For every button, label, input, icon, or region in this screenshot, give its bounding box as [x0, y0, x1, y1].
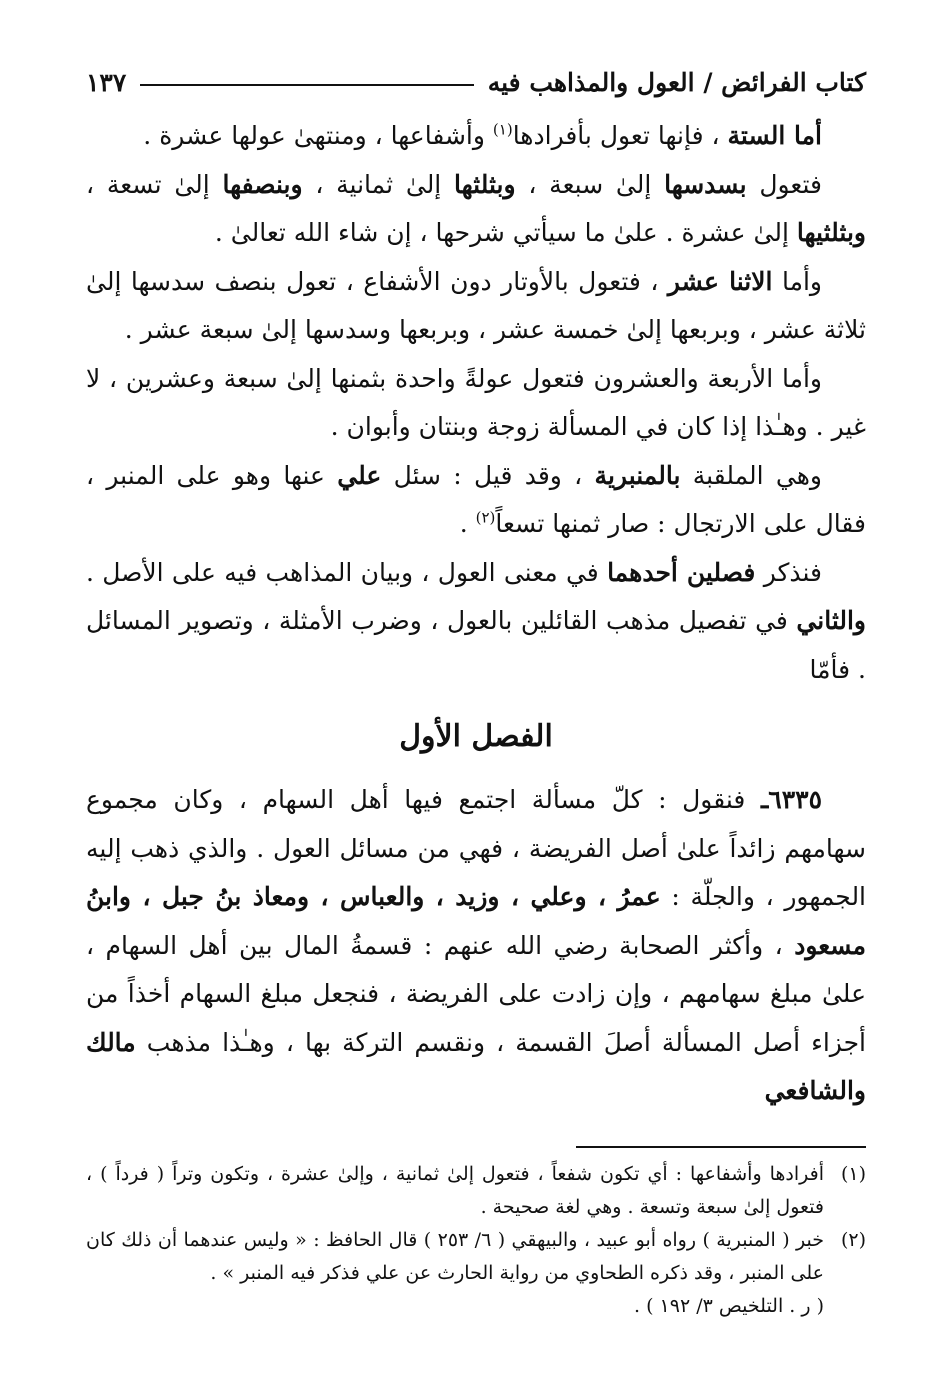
bold-term: وبنصفها	[222, 169, 303, 199]
paragraph-1	[86, 112, 866, 161]
header-title: كتاب الفرائض / العول والمذاهب فيه	[487, 67, 866, 97]
text-run: وأما	[772, 266, 822, 296]
text-run: في معنى العول ، وبيان المذاهب فيه على الأصل .	[86, 557, 608, 587]
bold-term: الاثنا عشر	[667, 266, 773, 296]
text-run: ، وقد قيل : سئل	[381, 460, 595, 490]
text-run: وهي الملقبة	[680, 460, 823, 490]
text-run: .	[459, 509, 476, 538]
text-run: إلىٰ تسعة ،	[86, 169, 223, 199]
footnote-text: أفرادها وأشفاعها : أي تكون شفعاً ، فتعول إلىٰ ثمانية ، وإلىٰ عشرة ، وتكون وتراً ( فرداً ) ، فتعول إلىٰ سبعة وتسعة . وهي لغة صحيحة .	[86, 1162, 824, 1218]
footnote-text-main: خبر ( المنبرية ) رواه أبو عبيد ، والبيهقي ( ٦/ ٢٥٣ ) قال الحافظ : « وليس عندهما أن ذلك كان على المنبر ، وقد ذكره الطحاوي من رواية الحارث عن علي فذكر فيه المنبر » .	[86, 1228, 824, 1284]
paragraph-number: ٦٣٣٥ـ	[760, 785, 822, 814]
bold-term: أما الستة	[727, 121, 822, 150]
paragraph-2	[86, 161, 866, 258]
running-header	[86, 62, 866, 102]
text-run: وأما الأربعة والعشرون فتعول عولةً واحدة بثمنها إلىٰ سبعة وعشرين ، لا غير . وهـٰذا إذا كان في المسألة زوجة وبنتان وأبوان .	[86, 363, 866, 441]
footnote-number: (٢)	[840, 1228, 866, 1251]
paragraph-5	[86, 452, 866, 549]
text-run: فنقول : كلّ مسألة اجتمع فيها أهل السهام ، وكان مجموع سهامهم زائداً علىٰ أصل الفريضة ، فهي من مسائل العول . والذي ذهب إليه الجمهور ، والجلّة :	[86, 785, 867, 911]
bold-term: وبثلثها	[454, 169, 516, 199]
paragraph-3	[86, 258, 866, 355]
bold-term: عمرُ ، وعلي ، وزيد ، والعباس ، ومعاذ بنُ جبل ، وابنُ مسعود	[86, 882, 866, 960]
header-rule	[140, 84, 473, 86]
text-run: عنها وهو على المنبر ، فقال على الارتجال : صار ثمنها تسعاً	[86, 460, 866, 538]
bold-term: علي	[337, 460, 382, 490]
text-run: وأشفاعها ، ومنتهىٰ عولها عشرة .	[143, 121, 493, 150]
text-run: ، فتعول بالأوتار دون الأشفاع ، تعول بنصف سدسها إلىٰ ثلاثة عشر ، وبربعها إلىٰ خمسة عشر ، وبربعها وسدسها إلىٰ سبعة عشر .	[86, 266, 866, 344]
footnote-ref-1[interactable]: (١)	[492, 120, 513, 139]
bold-term: والثاني	[796, 606, 866, 635]
bold-term: بالمنبرية	[594, 460, 681, 490]
footnote-text	[86, 1224, 824, 1323]
footnote-1	[86, 1158, 866, 1224]
footnote-ref-2[interactable]: (٢)	[475, 508, 496, 527]
text-run: إلىٰ ثمانية ،	[302, 169, 455, 199]
paragraph-6	[86, 549, 866, 695]
bold-term: بسدسها	[664, 169, 747, 199]
footnotes	[86, 1158, 866, 1323]
bold-term: مالك والشافعي	[86, 1027, 866, 1105]
footnote-2	[86, 1224, 866, 1323]
text-run: ، فإنها تعول بأفرادها	[512, 121, 728, 150]
footnote-number: (١)	[840, 1162, 866, 1185]
main-text	[86, 112, 866, 1116]
bold-term: وبثلثيها	[796, 218, 866, 247]
paragraph-4	[86, 355, 866, 452]
text-run: فنذكر	[755, 557, 823, 587]
footnote-separator	[576, 1146, 866, 1148]
text-run: إلىٰ عشرة . علىٰ ما سيأتي شرحها ، إن شاء الله تعالىٰ .	[214, 218, 797, 247]
footnote-text-ref: ( ر . التلخيص ٣/ ١٩٢ ) .	[634, 1294, 824, 1317]
text-run: فتعول	[746, 169, 822, 199]
section-title: الفصل الأول	[399, 719, 553, 754]
text-run: ، وأكثر الصحابة رضي الله عنهم : قسمةُ المال بين أهل السهام ، علىٰ مبلغ سهامهم ، وإن زادت على الفريضة ، فنجعل مبلغ السهام أخذاً من أجزاء أصل المسألة أصلَ القسمة ، ونقسم التركة بها ، وهـٰذا مذهب	[86, 930, 866, 1057]
text-run: إلىٰ سبعة ،	[515, 169, 665, 199]
page-number: ١٣٧	[86, 67, 127, 97]
paragraph-7	[86, 776, 866, 1116]
bold-term: فصلين أحدهما	[607, 557, 756, 587]
text-run: في تفصيل مذهب القائلين بالعول ، وضرب الأمثلة ، وتصوير المسائل . فأمّا	[86, 606, 866, 684]
